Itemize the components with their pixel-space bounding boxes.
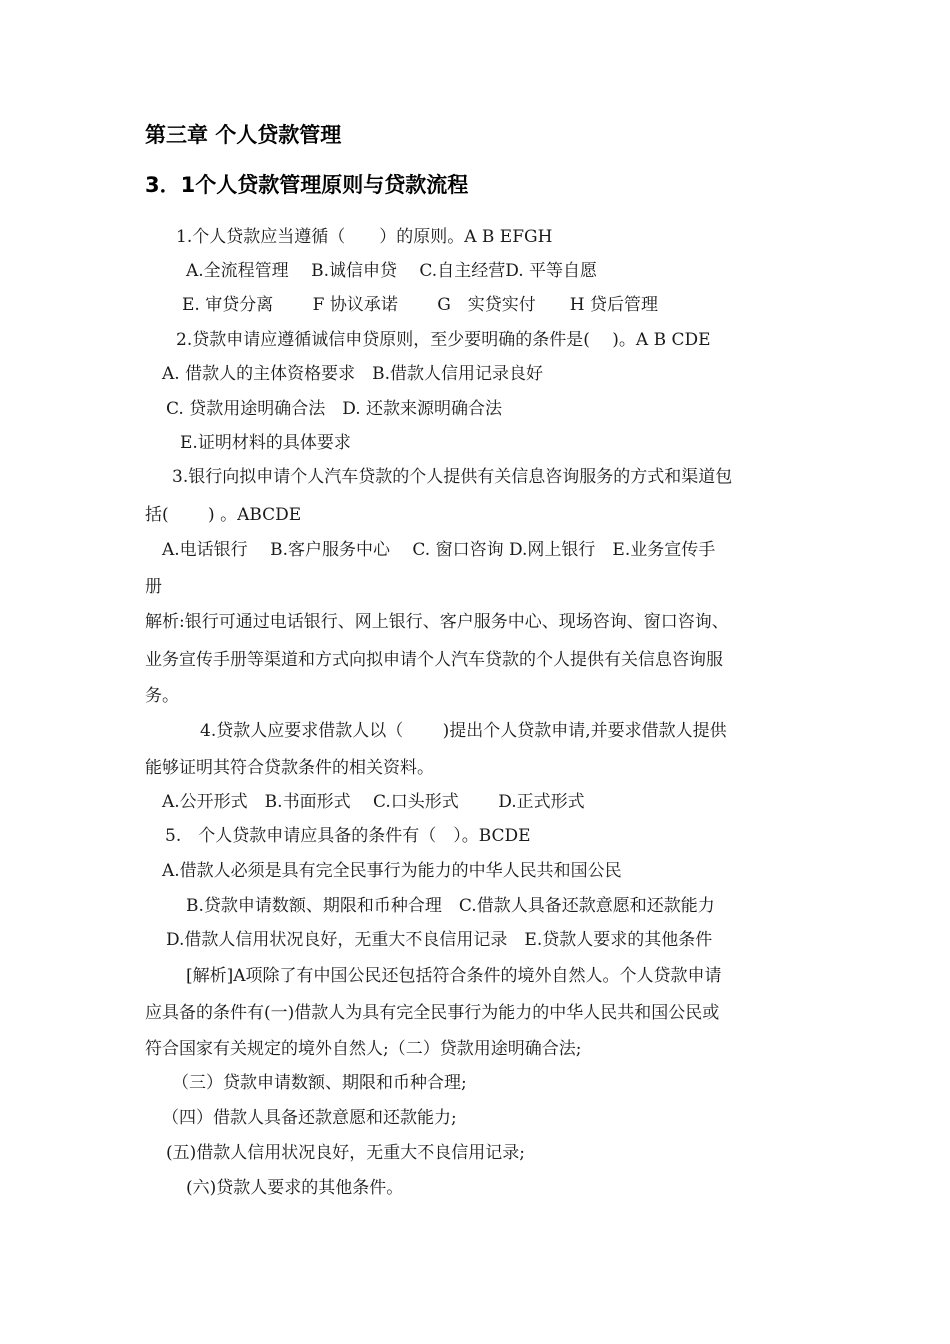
section-title: 3．1个人贷款管理原则与贷款流程: [145, 173, 469, 197]
question-5-analysis-item-3: （三）贷款申请数额、期限和币种合理;: [172, 1073, 467, 1093]
question-3-analysis-line-2: 业务宣传手册等渠道和方式向拟申请个人汽车贷款的个人提供有关信息咨询服: [145, 650, 723, 670]
question-2-options-c-d: C. 贷款用途明确合法 D. 还款来源明确合法: [166, 399, 503, 419]
question-3-analysis-line-3: 务。: [145, 686, 179, 706]
question-5-option-a: A.借款人必须是具有完全民事行为能力的中华人民共和国公民: [162, 861, 622, 881]
question-5-analysis-line-3: 符合国家有关规定的境外自然人;（二）贷款用途明确合法;: [145, 1039, 582, 1059]
question-5-options-d-e: D.借款人信用状况良好，无重大不良信用记录 E.贷款人要求的其他条件: [166, 930, 713, 950]
question-2-option-e: E.证明材料的具体要求: [180, 433, 351, 453]
question-5-analysis-item-6: (六)贷款人要求的其他条件。: [186, 1178, 404, 1198]
question-5-analysis-line-1: [解析]A项除了有中国公民还包括符合条件的境外自然人。个人贷款申请: [186, 966, 722, 986]
question-3-line-1: 3.银行向拟申请个人汽车贷款的个人提供有关信息咨询服务的方式和渠道包: [172, 467, 733, 487]
question-2-options-a-b: A. 借款人的主体资格要求 B.借款人信用记录良好: [162, 364, 543, 384]
question-1: 1.个人贷款应当遵循（ ）的原则。A B EFGH: [176, 227, 553, 247]
question-2: 2.贷款申请应遵循诚信申贷原则，至少要明确的条件是( )。A B CDE: [176, 330, 711, 350]
question-5: 5. 个人贷款申请应具备的条件有（ ）。BCDE: [165, 826, 531, 846]
chapter-title: 第三章 个人贷款管理: [145, 123, 342, 147]
question-5-options-b-c: B.贷款申请数额、期限和币种合理 C.借款人具备还款意愿和还款能力: [186, 896, 715, 916]
question-4-options: A.公开形式 B.书面形式 C.口头形式 D.正式形式: [162, 792, 585, 812]
question-5-analysis-line-2: 应具备的条件有(一)借款人为具有完全民事行为能力的中华人民共和国公民或: [145, 1003, 720, 1023]
question-1-options-e-h: E. 审贷分离 F 协议承诺 G 实贷实付 H 贷后管理: [182, 295, 659, 315]
question-4-line-2: 能够证明其符合贷款条件的相关资料。: [145, 758, 434, 778]
question-5-analysis-item-5: (五)借款人信用状况良好，无重大不良信用记录;: [166, 1143, 525, 1163]
question-1-options-a-d: A.全流程管理 B.诚信申贷 C.自主经营D. 平等自愿: [186, 261, 598, 281]
question-3-line-2: 括( ) 。ABCDE: [145, 505, 302, 525]
question-3-options-line-1: A.电话银行 B.客户服务中心 C. 窗口咨询 D.网上银行 E.业务宣传手: [162, 540, 716, 560]
question-4-line-1: 4.贷款人应要求借款人以（ )提出个人贷款申请,并要求借款人提供: [200, 721, 727, 741]
question-3-options-line-2: 册: [145, 577, 162, 597]
question-5-analysis-item-4: （四）借款人具备还款意愿和还款能力;: [162, 1108, 457, 1128]
question-3-analysis-line-1: 解析:银行可通过电话银行、网上银行、客户服务中心、现场咨询、窗口咨询、: [145, 612, 729, 632]
